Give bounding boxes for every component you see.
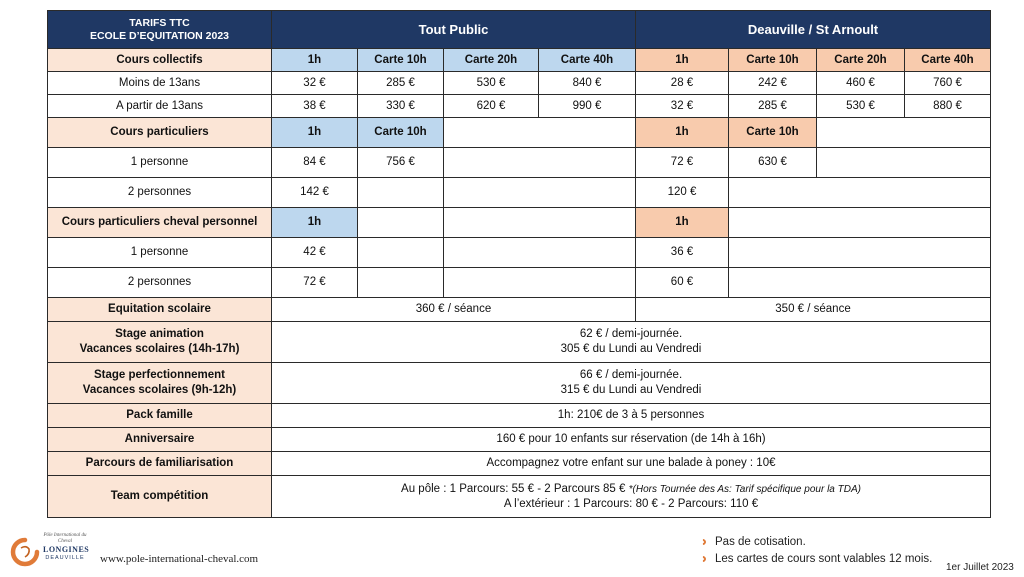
price-cell: 756 € bbox=[358, 148, 444, 178]
col-header: Carte 10h bbox=[729, 118, 817, 148]
col-header: 1h bbox=[636, 49, 729, 72]
price-cell: 242 € bbox=[729, 72, 817, 95]
price-cell: 630 € bbox=[729, 148, 817, 178]
price-cell: 32 € bbox=[272, 72, 358, 95]
section-label-familiarisation: Parcours de familiarisation bbox=[48, 452, 272, 476]
empty-cell bbox=[358, 208, 444, 238]
section-label-stage-perfectionnement: Stage perfectionnement Vacances scolaires (9h-12h) bbox=[48, 363, 272, 404]
section-label-particuliers: Cours particuliers bbox=[48, 118, 272, 148]
price-cell: 360 € / séance bbox=[272, 298, 636, 322]
table-row bbox=[48, 268, 991, 298]
row-label: 1 personne bbox=[48, 148, 272, 178]
col-header: Carte 40h bbox=[539, 49, 636, 72]
col-header: Carte 10h bbox=[358, 118, 444, 148]
empty-cell bbox=[729, 178, 991, 208]
col-header: 1h bbox=[272, 49, 358, 72]
price-cell: 36 € bbox=[636, 238, 729, 268]
price-cell: 460 € bbox=[817, 72, 905, 95]
price-cell: 62 € / demi-journée. 305 € du Lundi au Vendredi bbox=[272, 322, 991, 363]
bullet-arc-icon bbox=[699, 554, 707, 562]
horse-logo-icon bbox=[10, 537, 40, 567]
empty-cell bbox=[729, 208, 991, 238]
col-header: Carte 20h bbox=[444, 49, 539, 72]
section-label-pack-famille: Pack famille bbox=[48, 404, 272, 428]
col-header: Carte 10h bbox=[729, 49, 817, 72]
price-cell: 1h: 210€ de 3 à 5 personnes bbox=[272, 404, 991, 428]
empty-cell bbox=[358, 238, 444, 268]
price-cell: 880 € bbox=[905, 95, 991, 118]
col-header: 1h bbox=[636, 208, 729, 238]
price-cell: 990 € bbox=[539, 95, 636, 118]
price-cell: 66 € / demi-journée. 315 € du Lundi au Vendredi bbox=[272, 363, 991, 404]
price-cell: 760 € bbox=[905, 72, 991, 95]
empty-cell bbox=[444, 268, 636, 298]
table-row bbox=[48, 322, 991, 363]
section-label-anniversaire: Anniversaire bbox=[48, 428, 272, 452]
price-cell: 285 € bbox=[729, 95, 817, 118]
empty-cell bbox=[444, 238, 636, 268]
publish-date: 1er Juillet 2023 bbox=[946, 562, 1014, 573]
empty-cell bbox=[358, 178, 444, 208]
price-cell: 142 € bbox=[272, 178, 358, 208]
bullet-arc-icon bbox=[699, 537, 707, 545]
table-row bbox=[48, 428, 991, 452]
col-header: Carte 40h bbox=[905, 49, 991, 72]
particuliers-header-row bbox=[48, 118, 991, 148]
price-cell: 120 € bbox=[636, 178, 729, 208]
section-label-scolaire: Equitation scolaire bbox=[48, 298, 272, 322]
section-label-stage-animation: Stage animation Vacances scolaires (14h-17h) bbox=[48, 322, 272, 363]
header-row bbox=[48, 11, 991, 49]
table-row bbox=[48, 95, 991, 118]
section-label-team-competition: Team compétition bbox=[48, 476, 272, 518]
col-header: Carte 10h bbox=[358, 49, 444, 72]
col-header: Carte 20h bbox=[817, 49, 905, 72]
table-title: TARIFS TTC ECOLE D’EQUITATION 2023 bbox=[48, 11, 272, 49]
row-label: 1 personne bbox=[48, 238, 272, 268]
col-header: 1h bbox=[636, 118, 729, 148]
list-item: Pas de cotisation. bbox=[700, 533, 932, 550]
section-label-collectifs: Cours collectifs bbox=[48, 49, 272, 72]
col-header: 1h bbox=[272, 118, 358, 148]
price-cell: 530 € bbox=[817, 95, 905, 118]
price-cell: 620 € bbox=[444, 95, 539, 118]
row-label: A partir de 13ans bbox=[48, 95, 272, 118]
tda-note: *(Hors Tournée des As: Tarif spécifique pour la TDA) bbox=[628, 483, 861, 495]
cheval-perso-header-row bbox=[48, 208, 991, 238]
price-cell: Au pôle : 1 Parcours: 55 € - 2 Parcours 85 € *(Hors Tournée des As: Tarif spécifique pour la TDA) A l’extérieur : 1 Parcours: 80 € - 2 Parcours: 110 € bbox=[272, 476, 991, 518]
deauville-header: Deauville / St Arnoult bbox=[636, 11, 991, 49]
empty-cell bbox=[729, 238, 991, 268]
table-row bbox=[48, 298, 991, 322]
empty-cell bbox=[817, 118, 991, 148]
table-row bbox=[48, 476, 991, 518]
price-cell: 285 € bbox=[358, 72, 444, 95]
price-cell: 160 € pour 10 enfants sur réservation (de 14h à 16h) bbox=[272, 428, 991, 452]
list-item: Les cartes de cours sont valables 12 mois. bbox=[700, 550, 932, 567]
price-cell: 84 € bbox=[272, 148, 358, 178]
price-cell: 530 € bbox=[444, 72, 539, 95]
table-row bbox=[48, 363, 991, 404]
empty-cell bbox=[817, 148, 991, 178]
empty-cell bbox=[444, 118, 636, 148]
price-cell: 72 € bbox=[636, 148, 729, 178]
section-label-cheval-perso: Cours particuliers cheval personnel bbox=[48, 208, 272, 238]
price-cell: 42 € bbox=[272, 238, 358, 268]
empty-cell bbox=[444, 208, 636, 238]
row-label: Moins de 13ans bbox=[48, 72, 272, 95]
empty-cell bbox=[444, 148, 636, 178]
table-row bbox=[48, 178, 991, 208]
table-row bbox=[48, 148, 991, 178]
price-cell: 840 € bbox=[539, 72, 636, 95]
empty-cell bbox=[729, 268, 991, 298]
empty-cell bbox=[444, 178, 636, 208]
table-row bbox=[48, 72, 991, 95]
price-cell: 28 € bbox=[636, 72, 729, 95]
price-cell: 32 € bbox=[636, 95, 729, 118]
table-row bbox=[48, 238, 991, 268]
price-cell: 60 € bbox=[636, 268, 729, 298]
col-header: 1h bbox=[272, 208, 358, 238]
brand-logo: Pôle International du Cheval LONGINES DEAUVILLE bbox=[43, 533, 90, 561]
price-cell: 72 € bbox=[272, 268, 358, 298]
collectifs-header-row bbox=[48, 49, 991, 72]
tout-public-header: Tout Public bbox=[272, 11, 636, 49]
footer-notes bbox=[700, 533, 932, 567]
row-label: 2 personnes bbox=[48, 268, 272, 298]
tarifs-table bbox=[47, 10, 991, 518]
price-cell: 330 € bbox=[358, 95, 444, 118]
price-cell: 350 € / séance bbox=[636, 298, 991, 322]
price-cell: 38 € bbox=[272, 95, 358, 118]
row-label: 2 personnes bbox=[48, 178, 272, 208]
price-cell: Accompagnez votre enfant sur une balade à poney : 10€ bbox=[272, 452, 991, 476]
empty-cell bbox=[358, 268, 444, 298]
table-row bbox=[48, 404, 991, 428]
table-row bbox=[48, 452, 991, 476]
website-link[interactable]: www.pole-international-cheval.com bbox=[100, 553, 259, 565]
